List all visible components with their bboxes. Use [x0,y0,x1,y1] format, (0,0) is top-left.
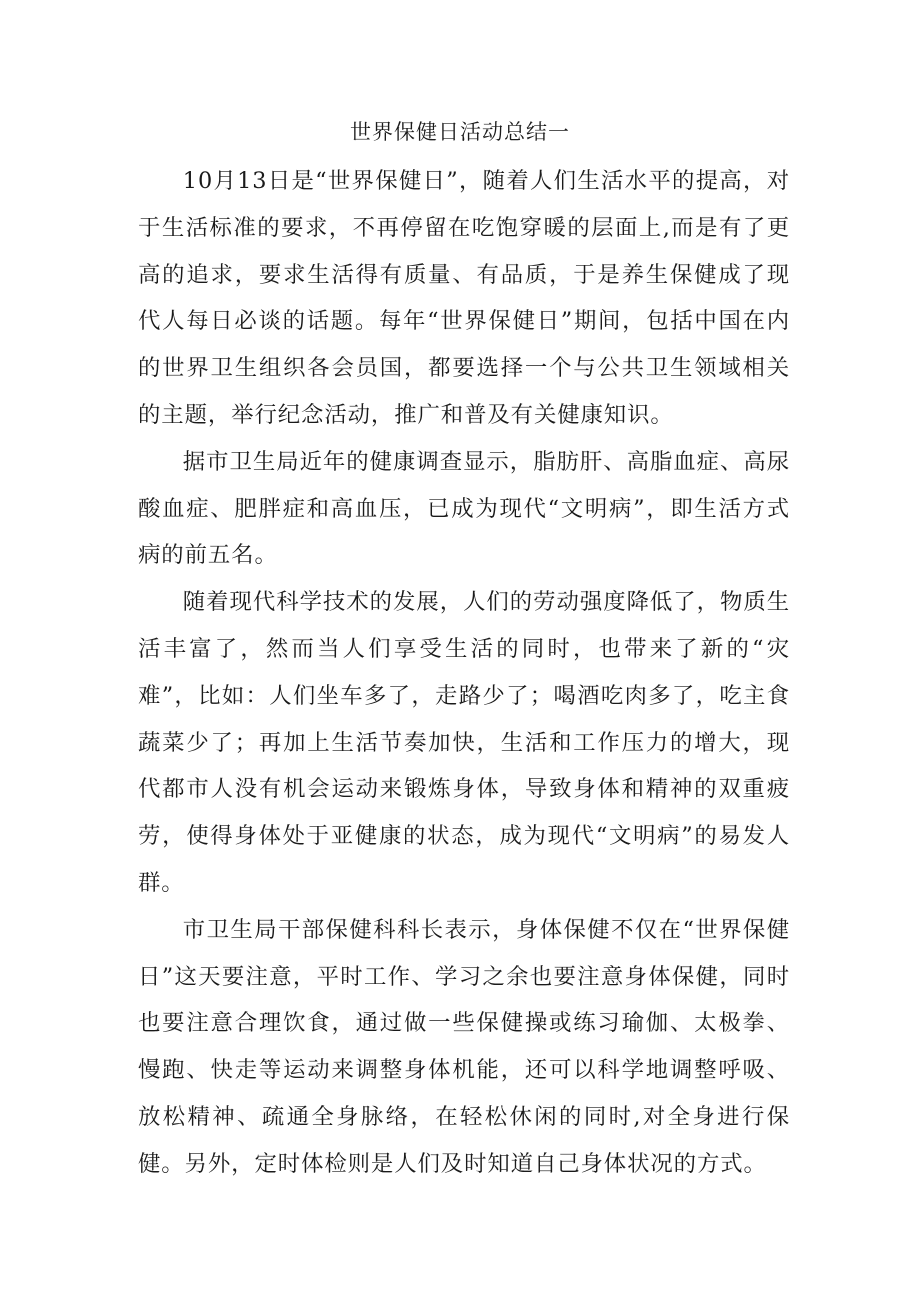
paragraph-3: 随着现代科学技术的发展，人们的劳动强度降低了，物质生活丰富了，然而当人们享受生活的同时，也带来了新的“灾难”，比如：人们坐车多了，走路少了；喝酒吃肉多了，吃主食蔬菜少了；再加上生活节奏加快，生活和工作压力的增大，现代都市人没有机会运动来锻炼身体，导致身体和精神的双重疲劳，使得身体处于亚健康的状态，成为现代“文明病”的易发人群。 [138,589,790,896]
paragraph-1: 10月13日是“世界保健日”，随着人们生活水平的提高，对于生活标准的要求，不再停留在吃饱穿暖的层面上,而是有了更高的追求，要求生活得有质量、有品质，于是养生保健成了现代人每日必谈的话题。每年“世界保健日”期间，包括中国在内的世界卫生组织各会员国，都要选择一个与公共卫生领域相关的主题，举行纪念活动，推广和普及有关健康知识。 [138,168,790,428]
document-body [138,158,790,1188]
document-title: 世界保健日活动总结一 [350,120,570,144]
paragraph-4: 市卫生局干部保健科科长表示，身体保健不仅在“世界保健日”这天要注意，平时工作、学习之余也要注意身体保健，同时也要注意合理饮食，通过做一些保健操或练习瑜伽、太极拳、慢跑、快走等运动来调整身体机能，还可以科学地调整呼吸、放松精神、疏通全身脉络，在轻松休闲的同时,对全身进行保健。另外，定时体检则是人们及时知道自己身体状况的方式。 [138,916,790,1177]
paragraph-2: 据市卫生局近年的健康调查显示，脂肪肝、高脂血症、高尿酸血症、肥胖症和高血压，已成为现代“文明病”，即生活方式病的前五名。 [138,448,790,569]
